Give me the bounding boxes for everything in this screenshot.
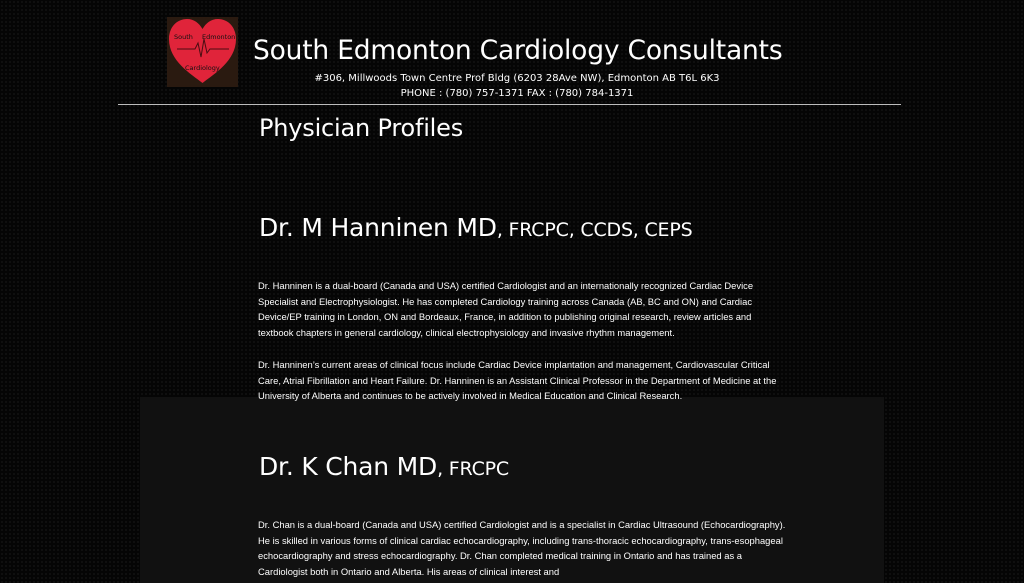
logo-word-edmonton: Edmonton	[202, 33, 236, 41]
physician-bio-paragraph: Dr. Hanninen’s current areas of clinical focus include Cardiac Device implantation and management, Cardiovascular Critical Care, Atrial Fibrillation and Heart Failure. Dr. Hanninen is an Assistant Clinical Professor in the Department of Medicine at the University of Alberta and continues to be actively involved in Medical Education and Clinical Research.	[258, 359, 777, 402]
heart-logo-icon	[167, 17, 238, 87]
page-title: Physician Profiles	[259, 114, 463, 142]
logo-word-cardiology: Cardiology	[185, 64, 220, 72]
address: #306, Millwoods Town Centre Prof Bldg (6203 28Ave NW), Edmonton AB T6L 6K3	[314, 73, 720, 84]
physician-credentials: , FRCPC, CCDS, CEPS	[496, 219, 693, 241]
physician-credentials: , FRCPC	[437, 458, 509, 480]
site-logo[interactable]	[167, 17, 238, 87]
physician-bio-paragraph: Dr. Chan is a dual-board (Canada and USA) certified Cardiologist and is a specialist in Cardiac Ultrasound (Echocardiography). He is skilled in various forms of clinical cardiac echocardiography, including trans-thoracic echocardiography, trans-esophageal echocardiography and stress echocardiography. Dr. Chan completed medical training in Ontario and has trained as a Cardiologist both in Ontario and Alberta. His areas of clinical interest and	[258, 519, 786, 578]
site-title[interactable]: South Edmonton Cardiology Consultants	[253, 35, 783, 66]
physician-name-text: Dr. K Chan MD	[259, 452, 438, 481]
contact-info: PHONE : (780) 757-1371 FAX : (780) 784-1371	[400, 88, 634, 99]
physician-name-text: Dr. M Hanninen MD	[259, 213, 497, 242]
header-divider	[118, 104, 901, 105]
physician-bio-paragraph: Dr. Hanninen is a dual-board (Canada and USA) certified Cardiologist and an internationally recognized Cardiac Device Specialist and Electrophysiologist. He has completed Cardiology training across Canada (AB, BC and ON) and Cardiac Device/EP training in London, ON and Bordeaux, France, in addition to publishing original research, review articles and textbook chapters in general cardiology, clinical electrophysiology and invasive rhythm management.	[258, 280, 754, 339]
logo-word-south: South	[174, 33, 193, 41]
physician-name-chan	[259, 452, 509, 481]
physician-name-hanninen	[259, 213, 692, 242]
